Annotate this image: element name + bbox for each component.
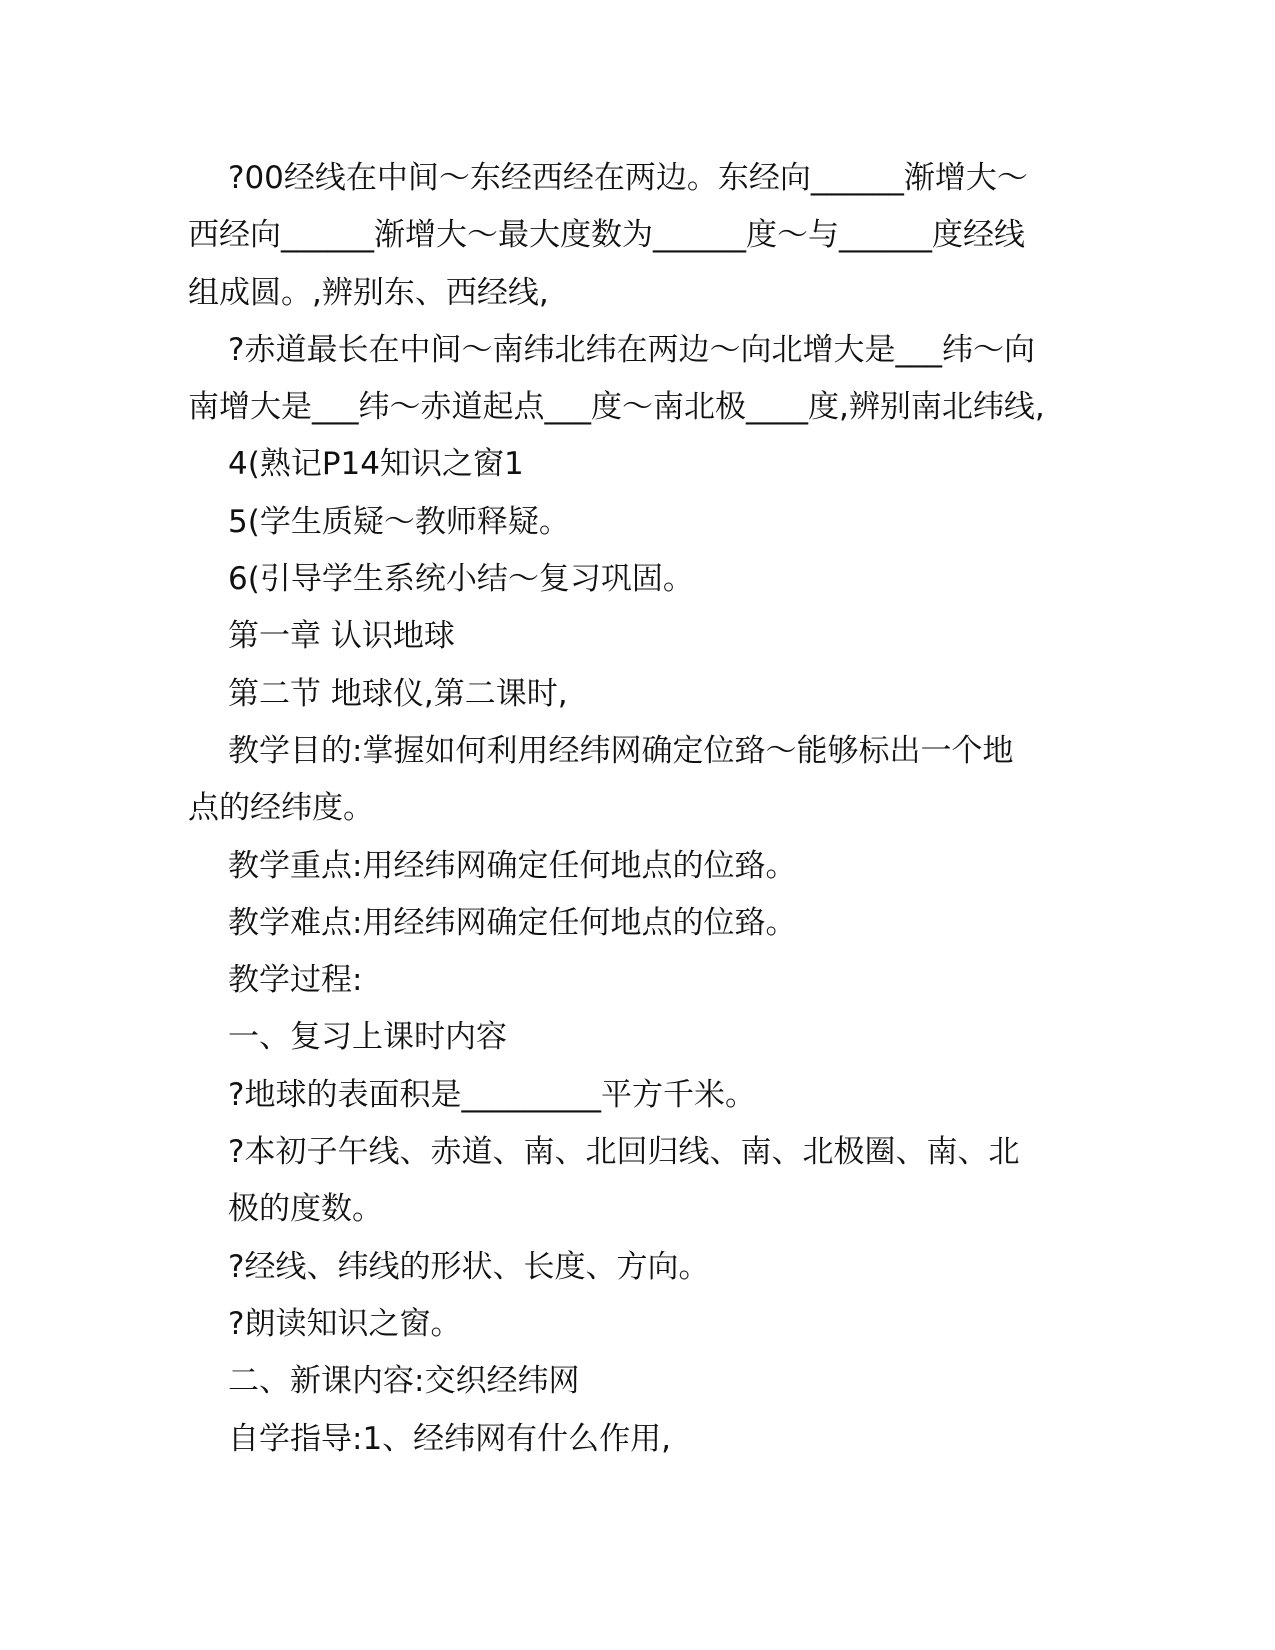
text-line: 组成圆。,辨别东、西经线, <box>188 274 549 311</box>
text-line: 教学重点:用经纬网确定任何地点的位臵。 <box>228 847 797 884</box>
text-line: 5(学生质疑～教师释疑。 <box>228 503 570 540</box>
text-line: 教学过程: <box>228 962 363 999</box>
text-line: 一、复习上课时内容 <box>228 1019 507 1056</box>
text-line: ?经线、纬线的形状、长度、方向。 <box>228 1248 710 1285</box>
text-line: 教学目的:掌握如何利用经纬网确定位臵～能够标出一个地 <box>228 732 1014 769</box>
text-line: 极的度数。 <box>228 1191 383 1228</box>
text-line: 南增大是___纬～赤道起点___度～南北极____度,辨别南北纬线, <box>188 389 1045 426</box>
document-body <box>188 150 1088 1468</box>
text-line: ?本初子午线、赤道、南、北回归线、南、北极圈、南、北 <box>228 1134 1020 1171</box>
text-line: 二、新课内容:交织经纬网 <box>228 1363 580 1400</box>
text-line: 6(引导学生系统小结～复习巩固。 <box>228 561 694 598</box>
text-line: 教学难点:用经纬网确定任何地点的位臵。 <box>228 904 797 941</box>
text-line: 自学指导:1、经纬网有什么作用, <box>228 1420 672 1457</box>
text-line: ?地球的表面积是_________平方千米。 <box>228 1076 756 1113</box>
section-heading: 第二节 地球仪,第二课时, <box>228 675 568 712</box>
text-line: ?朗读知识之窗。 <box>228 1305 462 1342</box>
text-line: 西经向______渐增大～最大度数为______度～与______度经线 <box>188 217 1025 254</box>
text-line: ?00经线在中间～东经西经在两边。东经向______渐增大～ <box>228 160 1028 196</box>
text-line: ?赤道最长在中间～南纬北纬在两边～向北增大是___纬～向 <box>228 331 1035 368</box>
text-line: 4(熟记P14知识之窗1 <box>228 446 524 483</box>
text-line: 点的经纬度。 <box>188 790 374 827</box>
chapter-heading: 第一章 认识地球 <box>228 618 455 655</box>
